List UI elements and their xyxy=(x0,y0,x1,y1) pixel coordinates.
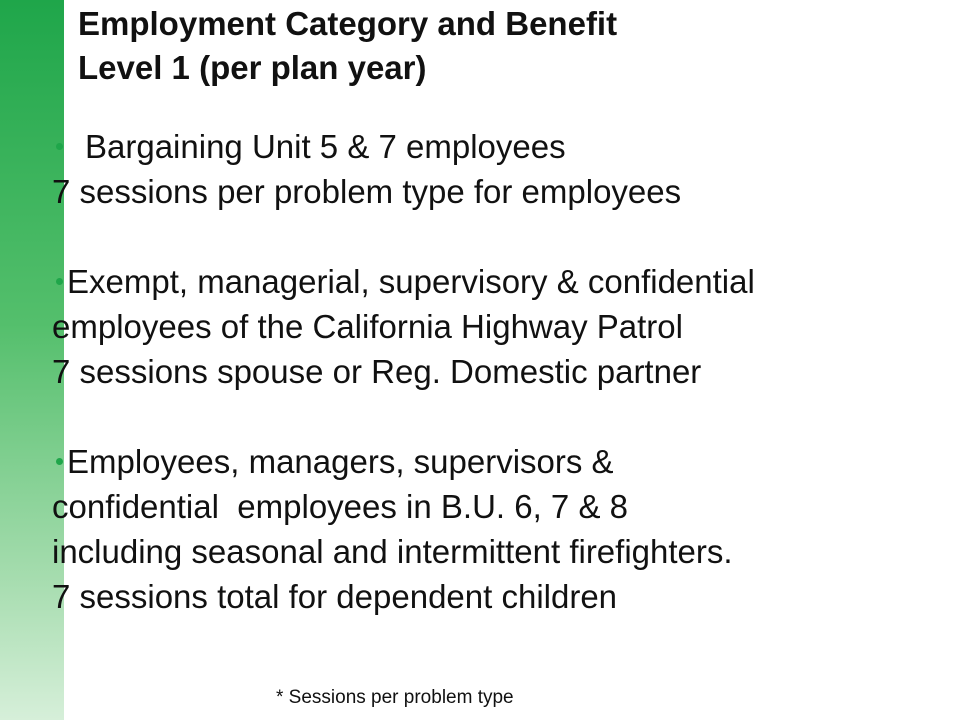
section-3-line-2: including seasonal and intermittent firefighters. xyxy=(52,533,733,570)
bullet-icon xyxy=(56,278,63,285)
section-bargaining-unit xyxy=(52,124,952,214)
section-3-line-3: 7 sessions total for dependent children xyxy=(52,578,618,615)
section-spacer xyxy=(52,394,952,439)
bullet-icon xyxy=(56,458,63,465)
section-2-line-1: employees of the California Highway Patrol xyxy=(52,308,683,345)
bullet-row-2 xyxy=(52,259,952,304)
section-firefighters xyxy=(52,439,952,619)
slide-content xyxy=(52,124,952,619)
section-2-line-2: 7 sessions spouse or Reg. Domestic partner xyxy=(52,353,702,390)
footnote: * Sessions per problem type xyxy=(276,687,514,708)
title-line-1: Employment Category and Benefit xyxy=(78,5,618,42)
bullet-icon xyxy=(56,143,63,150)
slide-title xyxy=(78,2,617,90)
bullet-text-2: Exempt, managerial, supervisory & confidential xyxy=(67,263,755,300)
bullet-text-1: Bargaining Unit 5 & 7 employees xyxy=(85,128,566,165)
bullet-row-1 xyxy=(52,124,952,169)
section-3-line-1: confidential employees in B.U. 6, 7 & 8 xyxy=(52,488,628,525)
bullet-row-3 xyxy=(52,439,952,484)
title-line-2: Level 1 (per plan year) xyxy=(78,49,427,86)
section-spacer xyxy=(52,214,952,259)
bullet-text-3: Employees, managers, supervisors & xyxy=(67,443,614,480)
section-exempt-chp xyxy=(52,259,952,394)
section-1-line-1: 7 sessions per problem type for employees xyxy=(52,173,682,210)
